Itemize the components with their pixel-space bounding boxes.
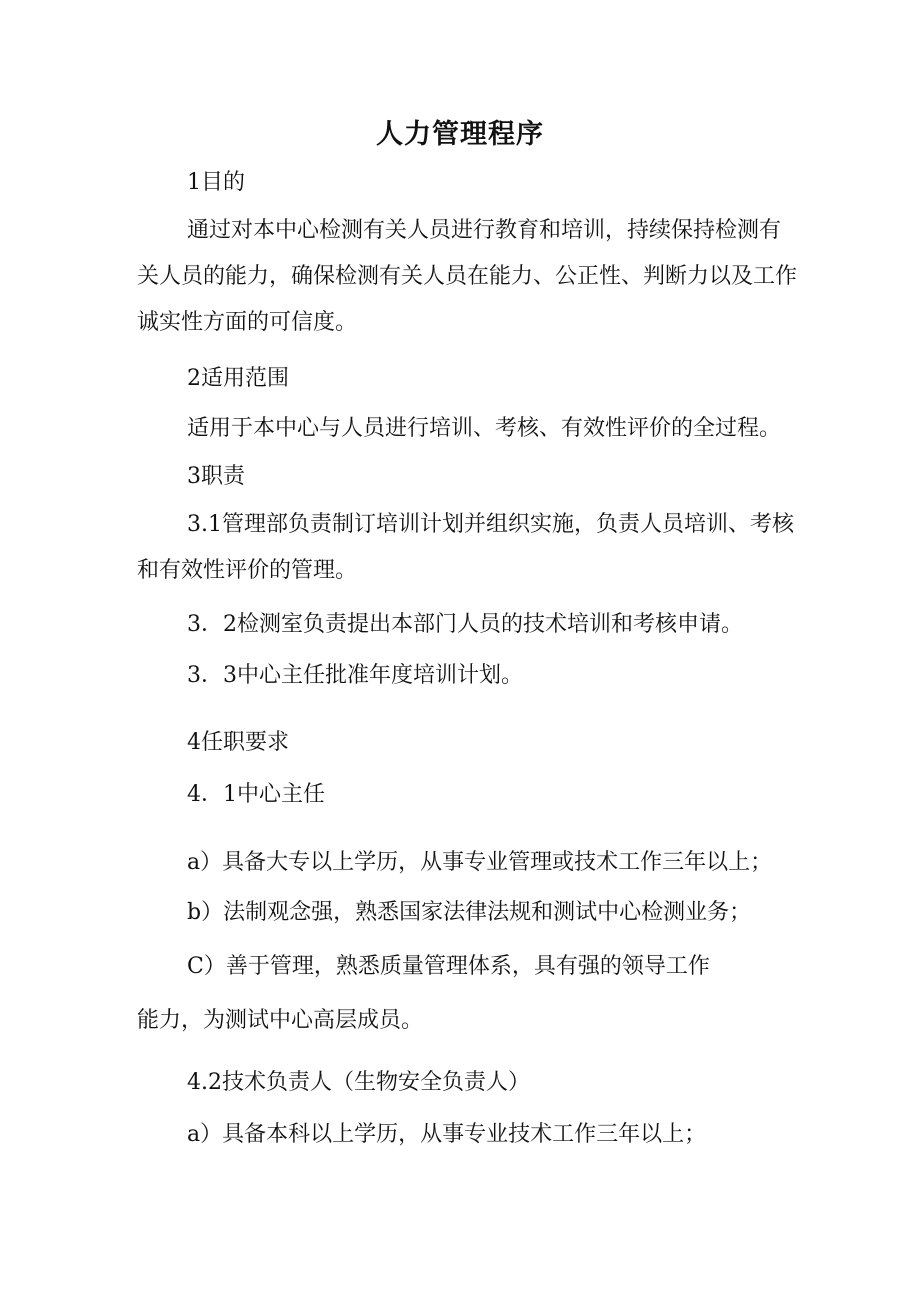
section-3-heading: 3职责 — [187, 464, 245, 489]
section-1-body: 通过对本中心检测有关人员进行教育和培训，持续保持检测有关人员的能力，确保检测有关人员在能力、公正性、判断力以及工作诚实性方面的可信度。 — [137, 218, 798, 335]
section-4-1-item-a: a）具备大专以上学历，从事专业管理或技术工作三年以上； — [187, 850, 773, 875]
section-4-2-heading: 4.2技术负责人（生物安全负责人） — [187, 1070, 530, 1095]
section-4-1-item-c-line2: 能力，为测试中心高层成员。 — [137, 1008, 424, 1033]
section-2-body: 适用于本中心与人员进行培训、考核、有效性评价的全过程。 — [187, 416, 782, 441]
section-2-heading: 2适用范围 — [187, 366, 289, 391]
section-4-heading: 4任职要求 — [187, 730, 289, 755]
section-3-2: 3．2检测室负责提出本部门人员的技术培训和考核申请。 — [187, 612, 743, 637]
section-1-heading: 1目的 — [187, 170, 245, 195]
section-4-2-item-a: a）具备本科以上学历，从事专业技术工作三年以上； — [187, 1122, 707, 1147]
document-title: 人力管理程序 — [376, 119, 544, 150]
section-4-1-heading: 4．1中心主任 — [187, 782, 325, 807]
section-3-1: 3.1管理部负责制订培训计划并组织实施，负责人员培训、考核和有效性评价的管理。 — [137, 512, 794, 583]
section-3-3: 3．3中心主任批准年度培训计划。 — [187, 663, 523, 688]
section-4-1-item-b: b）法制观念强，熟悉国家法律法规和测试中心检测业务； — [187, 900, 752, 925]
section-4-1-item-c-line1: C）善于管理，熟悉质量管理体系，具有强的领导工作 — [187, 954, 710, 979]
